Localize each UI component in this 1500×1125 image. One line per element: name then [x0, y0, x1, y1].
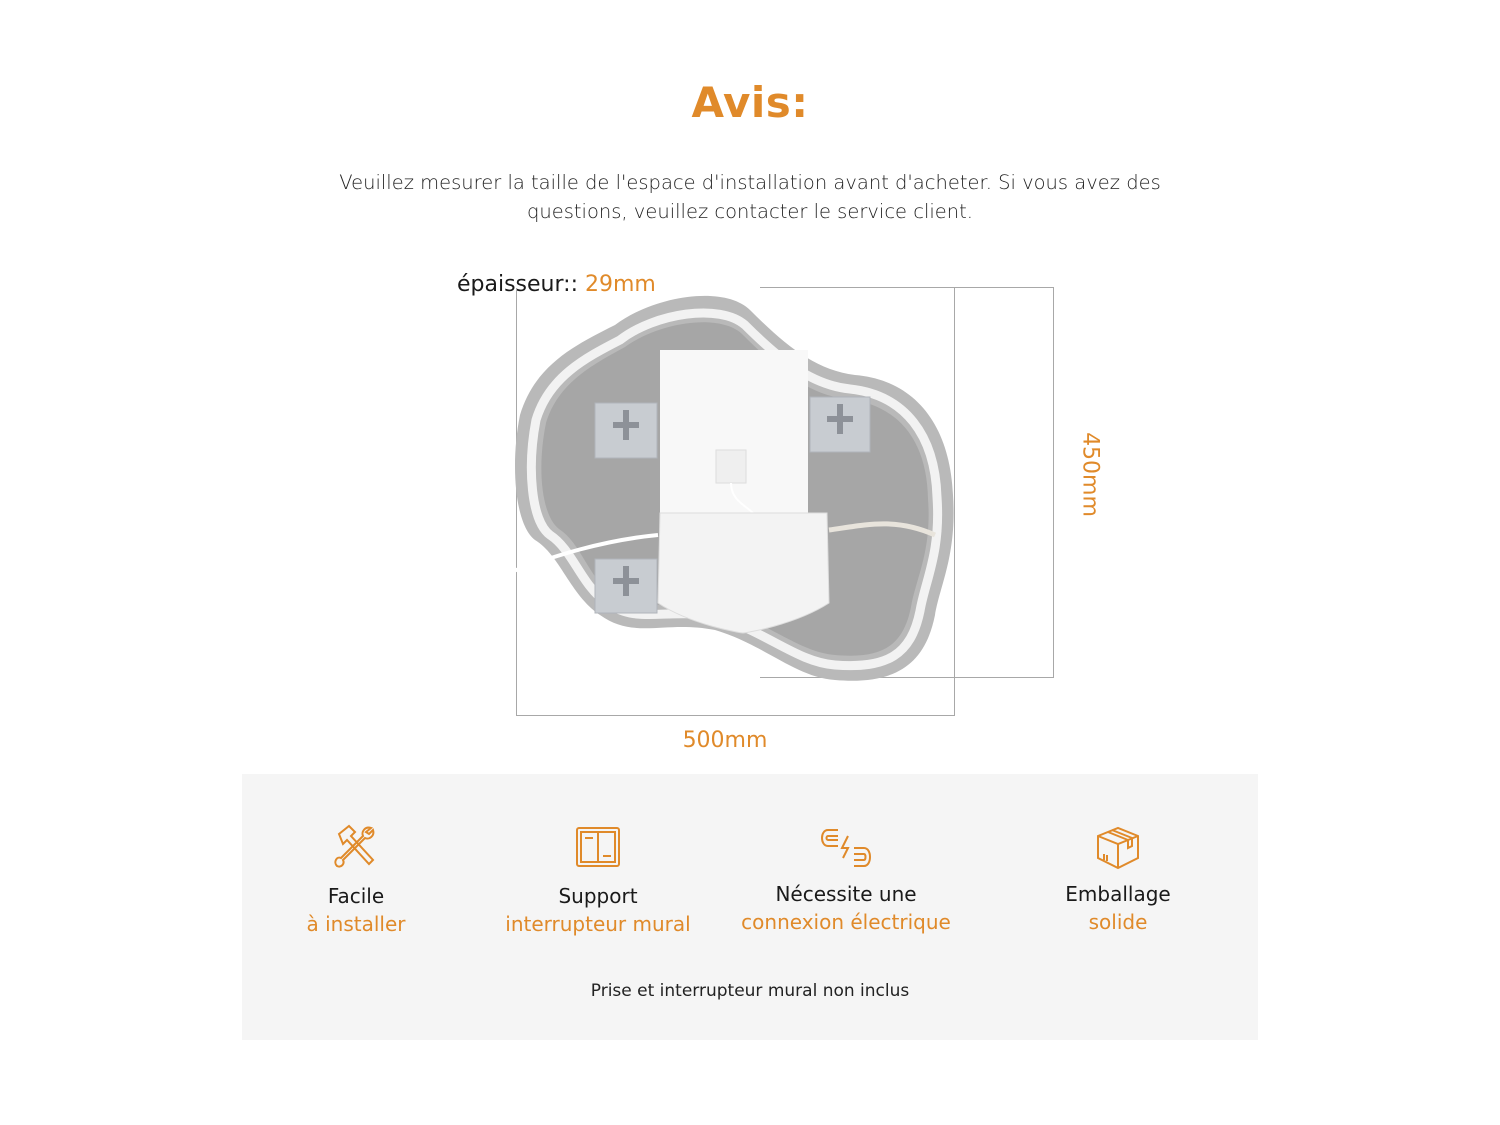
feature-easy-install — [226, 822, 486, 938]
feature-packaging — [988, 824, 1248, 936]
mirror-back-image — [495, 285, 965, 705]
electric-connection-icon — [816, 826, 876, 870]
package-box-icon — [1094, 824, 1142, 870]
features-panel — [242, 774, 1258, 1040]
feature-line2: connexion électrique — [741, 910, 951, 934]
tools-icon — [331, 822, 381, 872]
notice-intro: Veuillez mesurer la taille de l'espace d'installation avant d'acheter. Si vous avez des questions, veuillez contacter le service client. — [339, 171, 1161, 223]
feature-line2: solide — [1088, 910, 1148, 934]
feature-line1: Emballage — [1065, 882, 1171, 906]
feature-line2: à installer — [306, 912, 406, 936]
notice-title: Avis: — [691, 78, 809, 127]
thickness-value: 29mm — [584, 272, 656, 297]
feature-line1: Support — [558, 884, 638, 908]
width-dimension-label: 500mm — [682, 728, 768, 753]
feature-wall-switch — [468, 826, 728, 938]
wall-switch-icon — [575, 826, 621, 868]
feature-electric — [716, 826, 976, 936]
height-dimension-label: 450mm — [1077, 432, 1103, 517]
feature-line2: interrupteur mural — [505, 912, 691, 936]
footnote: Prise et interrupteur mural non inclus — [590, 981, 910, 1001]
feature-line1: Facile — [327, 884, 385, 908]
feature-line1: Nécessite une — [775, 882, 917, 906]
thickness-label-text: épaisseur:: — [457, 272, 578, 297]
